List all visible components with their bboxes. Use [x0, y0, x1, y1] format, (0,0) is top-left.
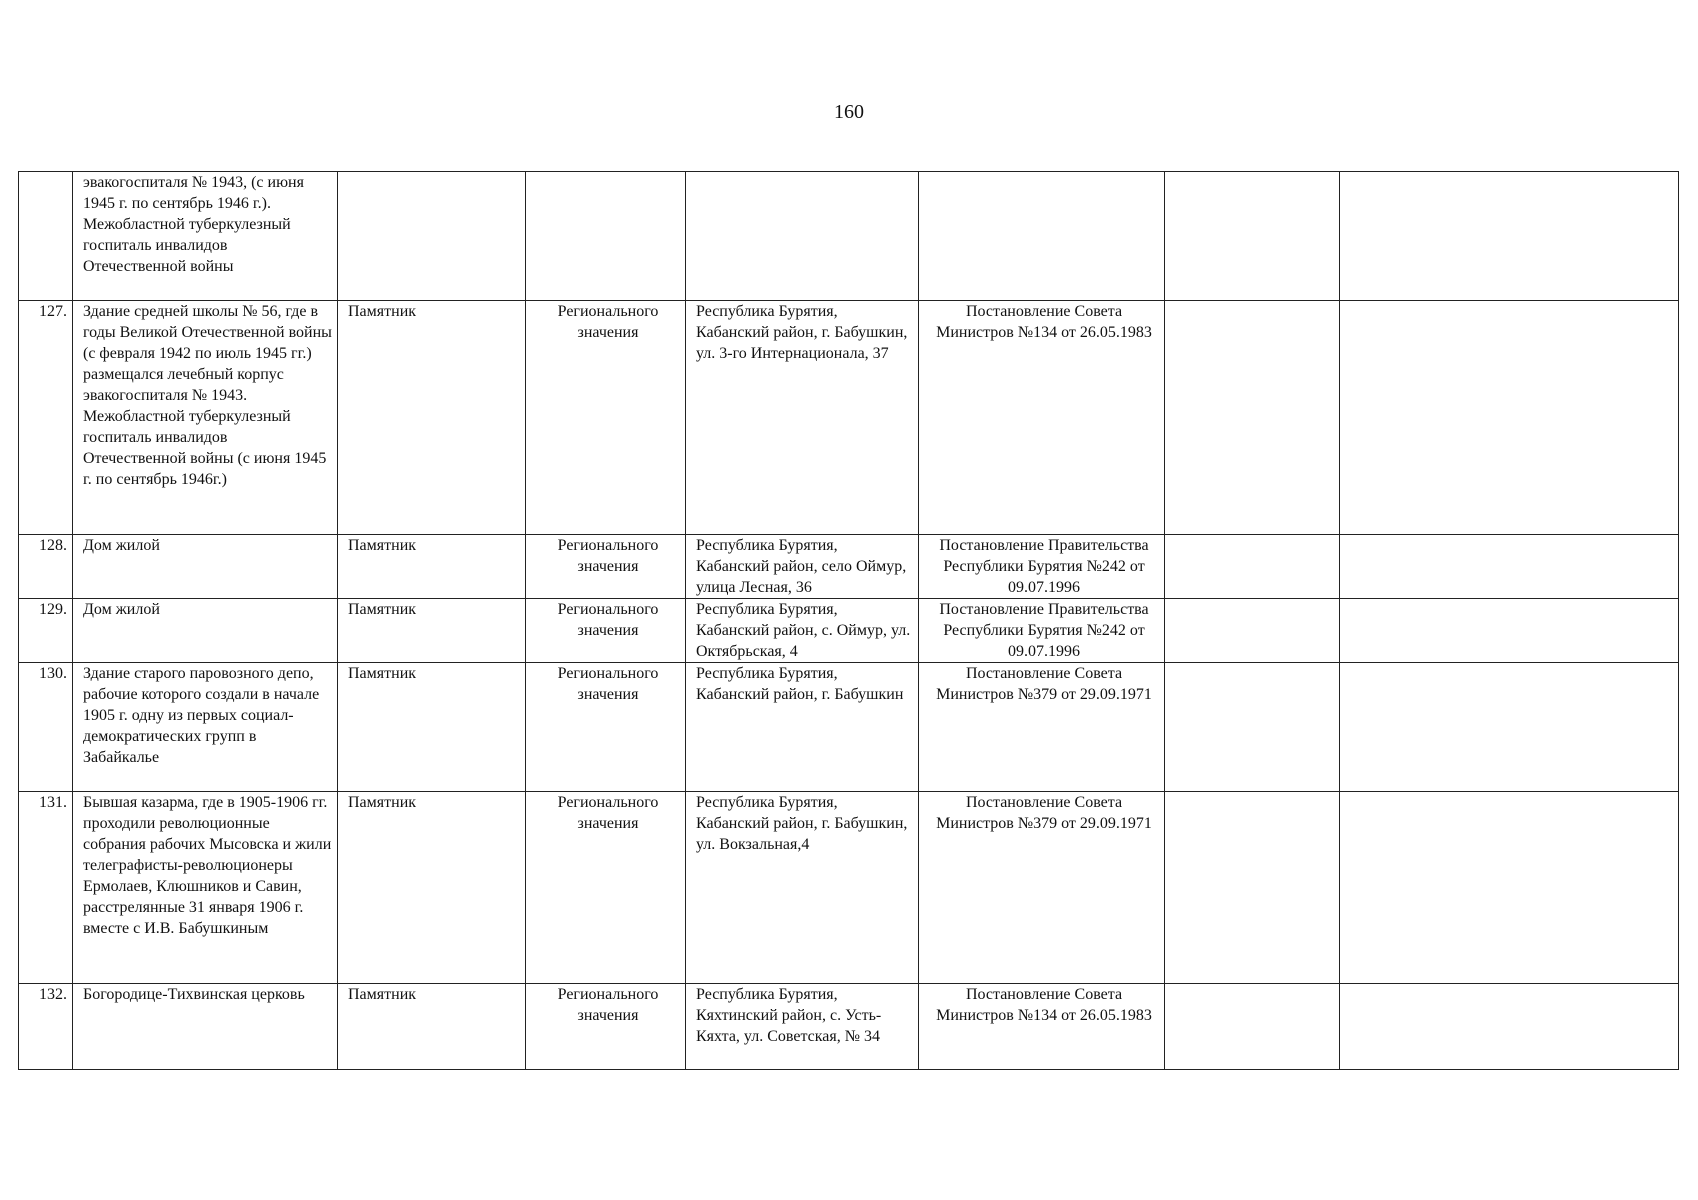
object-category: Регионального значения [526, 792, 686, 984]
object-address: Республика Бурятия, Кабанский район, село Оймур, улица Лесная, 36 [686, 535, 919, 599]
object-name: Здание старого паровозного депо, рабочие которого создали в начале 1905 г. одну из первых социал-демократических групп в Забайкалье [73, 663, 338, 792]
object-type: Памятник [338, 301, 526, 535]
object-name: Бывшая казарма, где в 1905-1906 гг. проходили революционные собрания рабочих Мысовска и жили телеграфисты-революционеры Ермолаев, Клюшников и Савин, расстрелянные 31 января 1906 г. вместе с И.В. Бабушкиным [73, 792, 338, 984]
object-name: Богородице-Тихвинская церковь [73, 984, 338, 1070]
legal-document: Постановление Правительства Республики Бурятия №242 от 09.07.1996 [919, 599, 1165, 663]
empty-cell [1165, 984, 1340, 1070]
row-number: 129. [19, 599, 73, 663]
object-address: Республика Бурятия, Кабанский район, г. Бабушкин, ул. 3-го Интернационала, 37 [686, 301, 919, 535]
object-category: Регионального значения [526, 663, 686, 792]
object-address: Республика Бурятия, Кабанский район, г. Бабушкин [686, 663, 919, 792]
empty-cell [1340, 535, 1679, 599]
empty-cell [1340, 792, 1679, 984]
row-number [19, 172, 73, 301]
object-type: Памятник [338, 984, 526, 1070]
table-row [19, 663, 1679, 792]
object-type: Памятник [338, 599, 526, 663]
object-type [338, 172, 526, 301]
object-type: Памятник [338, 792, 526, 984]
legal-document: Постановление Правительства Республики Бурятия №242 от 09.07.1996 [919, 535, 1165, 599]
object-category [526, 172, 686, 301]
object-address [686, 172, 919, 301]
object-category: Регионального значения [526, 535, 686, 599]
object-name: Здание средней школы № 56, где в годы Великой Отечественной войны (с февраля 1942 по июль 1945 гг.) размещался лечебный корпус эвакогоспиталя № 1943. Межобластной туберкулезный госпиталь инвалидов Отечественной войны (с июня 1945 г. по сентябрь 1946г.) [73, 301, 338, 535]
object-name: Дом жилой [73, 599, 338, 663]
empty-cell [1340, 663, 1679, 792]
row-number: 131. [19, 792, 73, 984]
empty-cell [1340, 301, 1679, 535]
object-name: Дом жилой [73, 535, 338, 599]
empty-cell [1165, 535, 1340, 599]
table-row [19, 792, 1679, 984]
table-row [19, 599, 1679, 663]
legal-document: Постановление Совета Министров №134 от 26.05.1983 [919, 984, 1165, 1070]
table-row [19, 984, 1679, 1070]
row-number: 130. [19, 663, 73, 792]
page-number: 160 [834, 101, 864, 123]
empty-cell [1165, 172, 1340, 301]
object-category: Регионального значения [526, 984, 686, 1070]
object-category: Регионального значения [526, 599, 686, 663]
empty-cell [1340, 172, 1679, 301]
object-address: Республика Бурятия, Кяхтинский район, с. Усть-Кяхта, ул. Советская, № 34 [686, 984, 919, 1070]
legal-document [919, 172, 1165, 301]
empty-cell [1165, 792, 1340, 984]
table-row [19, 301, 1679, 535]
monuments-table [18, 171, 1679, 1070]
empty-cell [1165, 301, 1340, 535]
empty-cell [1340, 599, 1679, 663]
object-address: Республика Бурятия, Кабанский район, с. Оймур, ул. Октябрьская, 4 [686, 599, 919, 663]
row-number: 132. [19, 984, 73, 1070]
object-category: Регионального значения [526, 301, 686, 535]
legal-document: Постановление Совета Министров №379 от 29.09.1971 [919, 663, 1165, 792]
row-number: 128. [19, 535, 73, 599]
empty-cell [1165, 599, 1340, 663]
table-row [19, 172, 1679, 301]
legal-document: Постановление Совета Министров №379 от 29.09.1971 [919, 792, 1165, 984]
object-name: эвакогоспиталя № 1943, (с июня 1945 г. по сентябрь 1946 г.). Межобластной туберкулезный госпиталь инвалидов Отечественной войны [73, 172, 338, 301]
empty-cell [1165, 663, 1340, 792]
object-address: Республика Бурятия, Кабанский район, г. Бабушкин, ул. Вокзальная,4 [686, 792, 919, 984]
legal-document: Постановление Совета Министров №134 от 26.05.1983 [919, 301, 1165, 535]
row-number: 127. [19, 301, 73, 535]
table-row [19, 535, 1679, 599]
empty-cell [1340, 984, 1679, 1070]
object-type: Памятник [338, 535, 526, 599]
object-type: Памятник [338, 663, 526, 792]
